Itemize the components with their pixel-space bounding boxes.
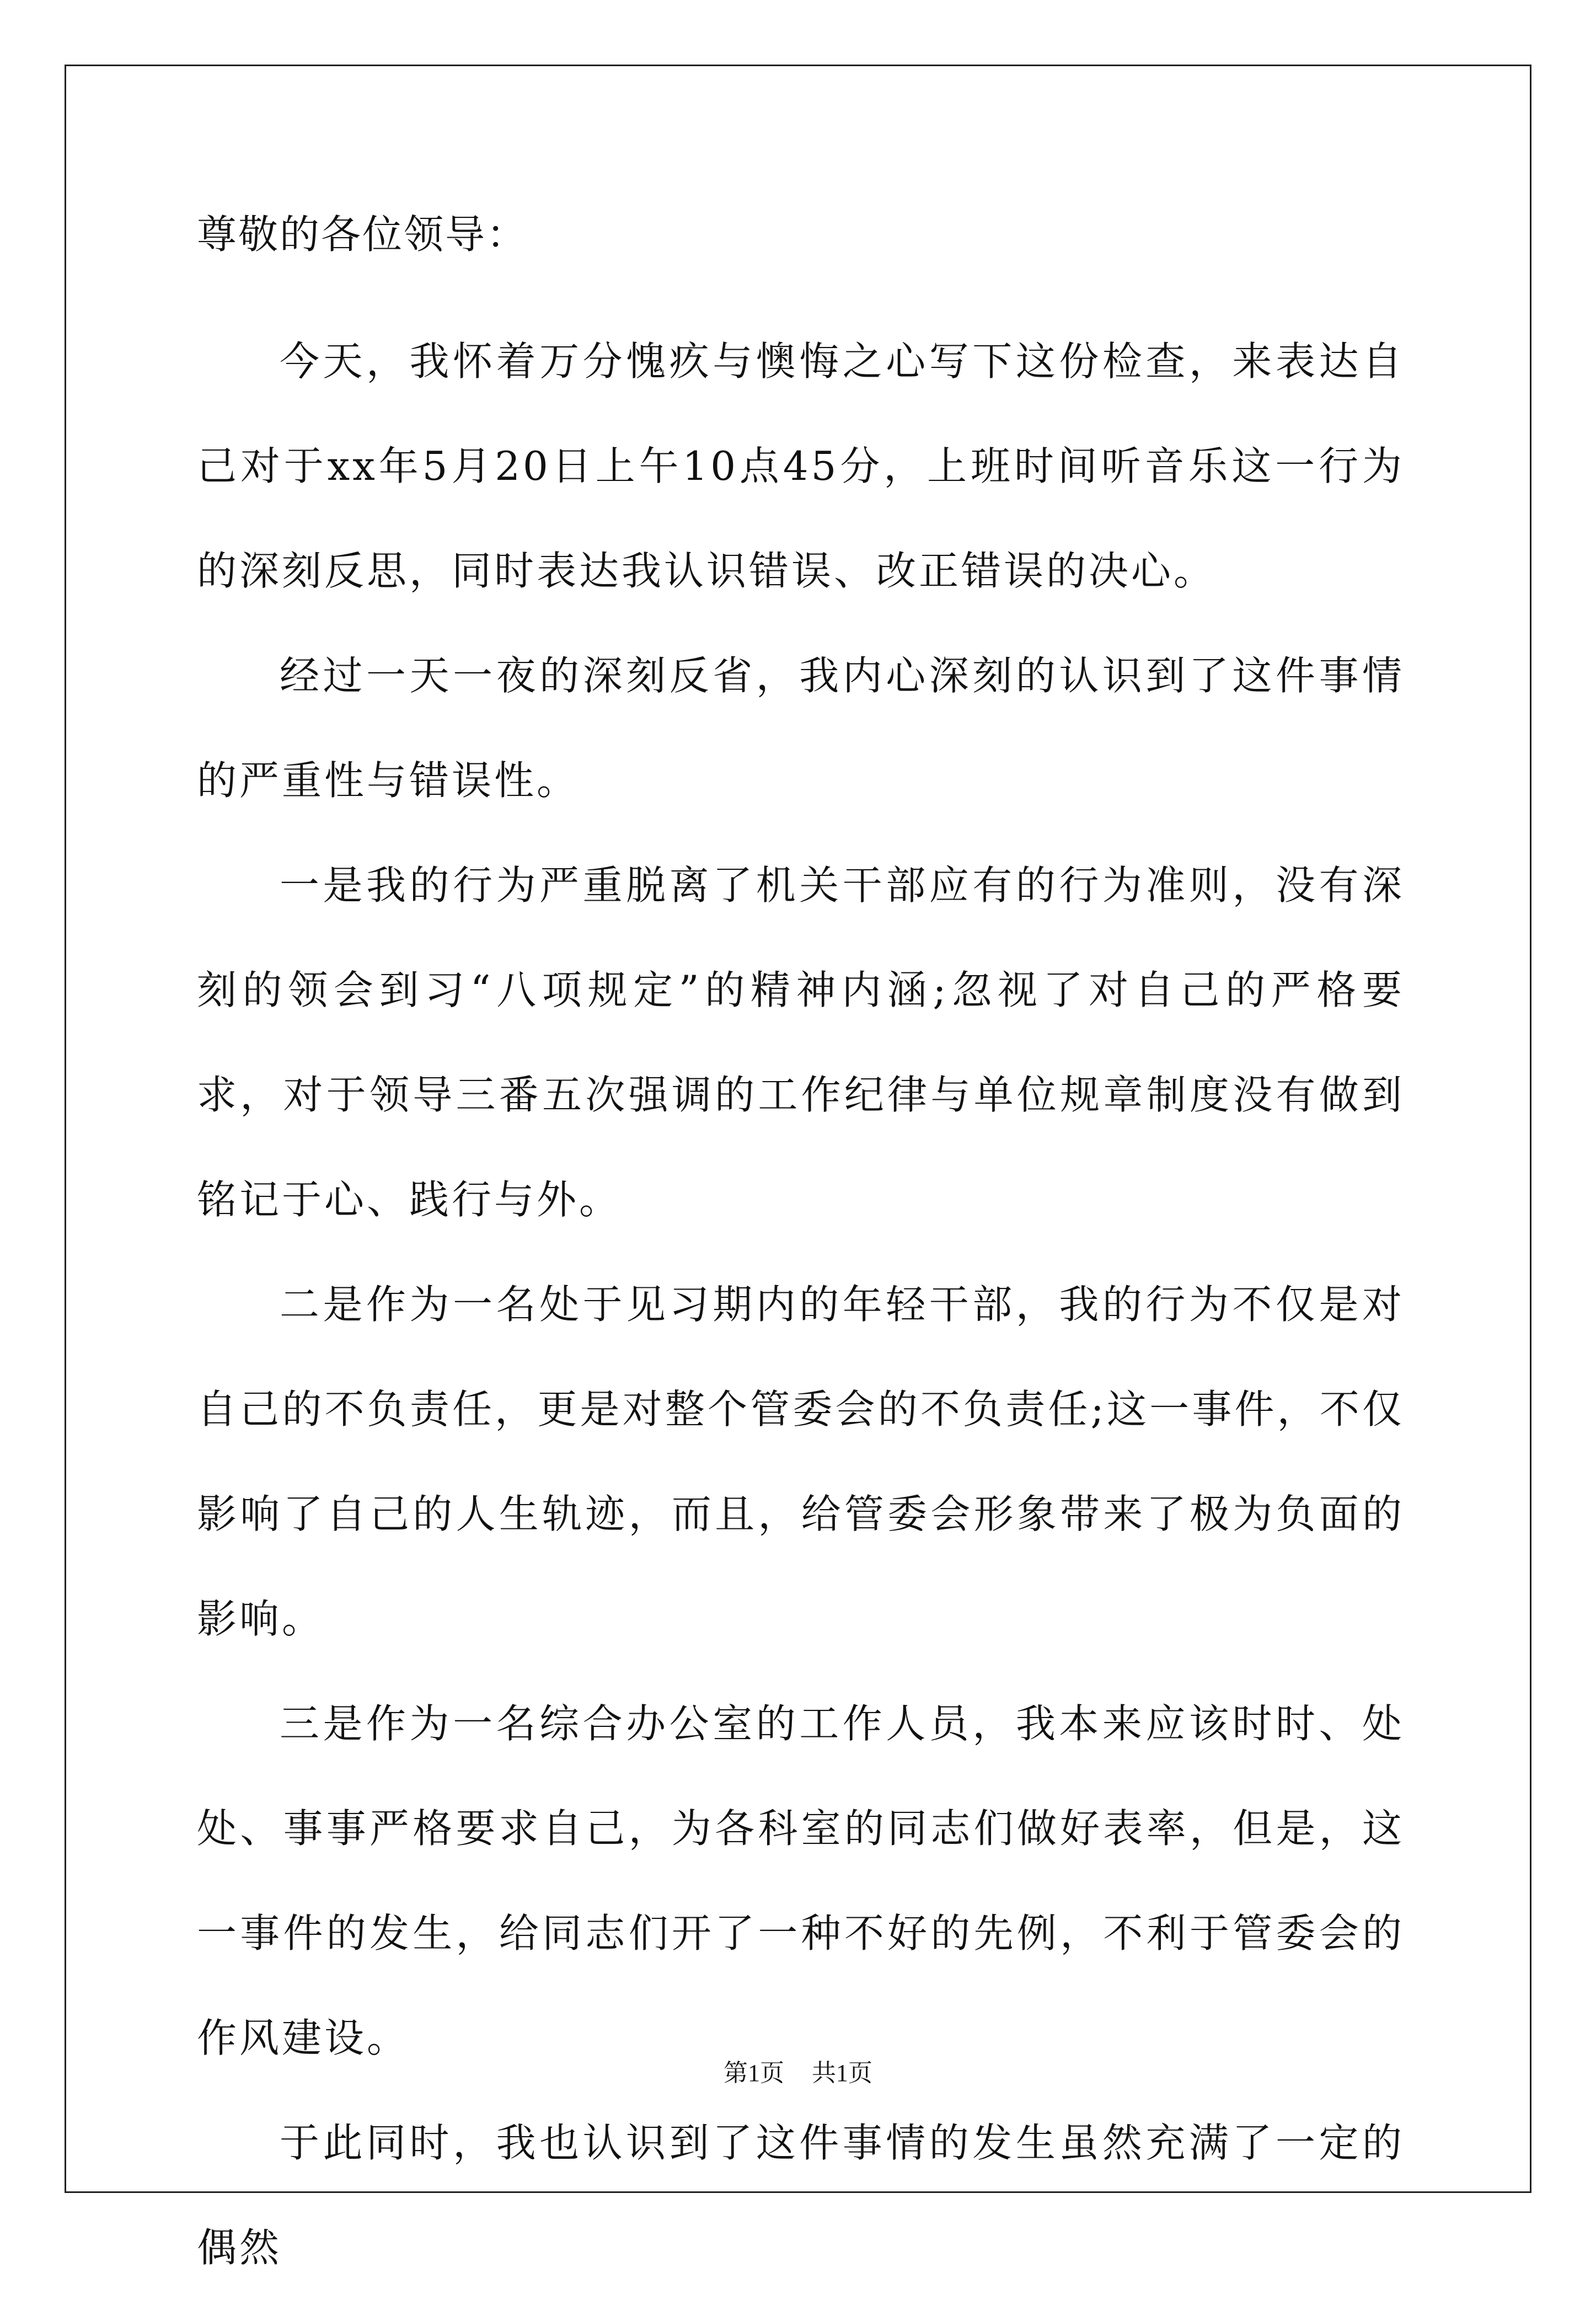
page-number-total: 共1页 [812,2060,872,2087]
page-number-current: 第1页 [724,2060,784,2087]
page-footer [0,2053,1596,2088]
paragraph-3: 一是我的行为严重脱离了机关干部应有的行为准则，没有深刻的领会到习“八项规定”的精神内涵;忽视了对自己的严格要求，对于领导三番五次强调的工作纪律与单位规章制度没有做到铭记于心、践行与外。 [197,862,1405,1223]
paragraph-5: 三是作为一名综合办公室的工作人员，我本来应该时时、处处、事事严格要求自己，为各科室的同志们做好表率，但是，这一事件的发生，给同志们开了一种不好的先例，不利于管委会的作风建设。 [197,1700,1405,2061]
salutation: 尊敬的各位领导： [197,211,528,258]
paragraph-1: 今天，我怀着万分愧疚与懊悔之心写下这份检查，来表达自己对于xx年5月20日上午10点45分，上班时间听音乐这一行为的深刻反思，同时表达我认识错误、改正错误的决心。 [197,338,1405,594]
paragraph-4: 二是作为一名处于见习期内的年轻干部，我的行为不仅是对自己的不负责任，更是对整个管委会的不负责任;这一事件，不仅影响了自己的人生轨迹，而且，给管委会形象带来了极为负面的影响。 [197,1281,1405,1642]
paragraph-6: 于此同时，我也认识到了这件事情的发生虽然充满了一定的偶然 [197,2120,1405,2271]
document-body [197,204,1405,2300]
paragraph-2: 经过一天一夜的深刻反省，我内心深刻的认识到了这件事情的严重性与错误性。 [197,652,1405,804]
